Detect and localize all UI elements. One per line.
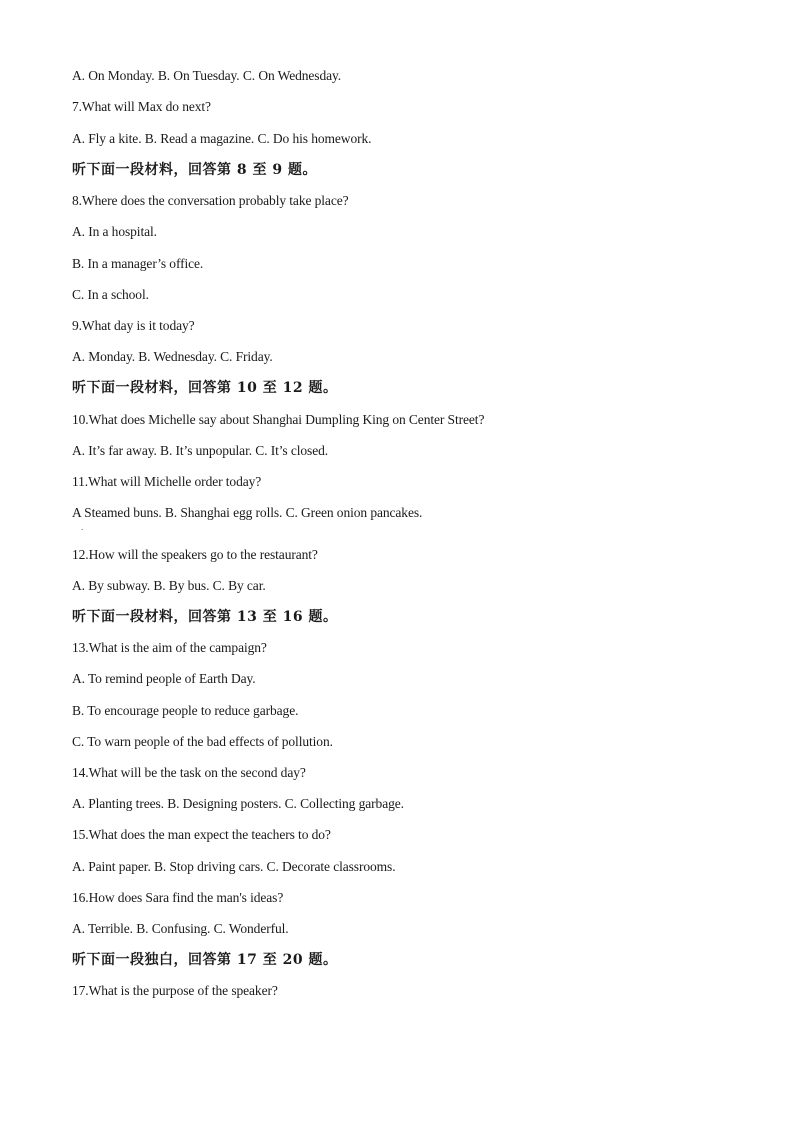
option-line: A. Terrible. B. Confusing. C. Wonderful.	[72, 921, 289, 936]
stray-mark: .	[81, 522, 84, 532]
question-7: 7.What will Max do next?	[72, 99, 211, 114]
option-line: C. In a school.	[72, 287, 149, 302]
option-line: A. By subway. B. By bus. C. By car.	[72, 578, 266, 593]
question-12: 12.How will the speakers go to the restaurant?	[72, 547, 318, 562]
option-line: A. In a hospital.	[72, 224, 157, 239]
question-15: 15.What does the man expect the teachers to do?	[72, 827, 331, 842]
option-line: A Steamed buns. B. Shanghai egg rolls. C. Green onion pancakes.	[72, 505, 423, 520]
question-17: 17.What is the purpose of the speaker?	[72, 983, 278, 998]
option-line: A. Planting trees. B. Designing posters. C. Collecting garbage.	[72, 796, 404, 811]
section-heading: 听下面一段材料，回答第 13 至 16 题。	[72, 609, 338, 625]
question-8: 8.Where does the conversation probably take place?	[72, 193, 349, 208]
question-16: 16.How does Sara find the man's ideas?	[72, 890, 284, 905]
question-10: 10.What does Michelle say about Shanghai Dumpling King on Center Street?	[72, 412, 485, 427]
option-line: B. In a manager’s office.	[72, 256, 204, 271]
question-13: 13.What is the aim of the campaign?	[72, 640, 267, 655]
question-11: 11.What will Michelle order today?	[72, 474, 262, 489]
option-line: A. To remind people of Earth Day.	[72, 671, 256, 686]
section-heading: 听下面一段材料，回答第 8 至 9 题。	[72, 162, 317, 178]
question-9: 9.What day is it today?	[72, 318, 195, 333]
option-line: C. To warn people of the bad effects of pollution.	[72, 734, 333, 749]
section-heading: 听下面一段独白，回答第 17 至 20 题。	[72, 952, 338, 968]
question-14: 14.What will be the task on the second day?	[72, 765, 306, 780]
section-heading: 听下面一段材料，回答第 10 至 12 题。	[72, 380, 338, 396]
option-line: A. Fly a kite. B. Read a magazine. C. Do his homework.	[72, 131, 372, 146]
option-line: A. It’s far away. B. It’s unpopular. C. It’s closed.	[72, 443, 329, 458]
option-line: A. Paint paper. B. Stop driving cars. C. Decorate classrooms.	[72, 859, 396, 874]
option-line: B. To encourage people to reduce garbage.	[72, 703, 299, 718]
option-line: A. Monday. B. Wednesday. C. Friday.	[72, 349, 273, 364]
option-line: A. On Monday. B. On Tuesday. C. On Wednesday.	[72, 68, 342, 83]
